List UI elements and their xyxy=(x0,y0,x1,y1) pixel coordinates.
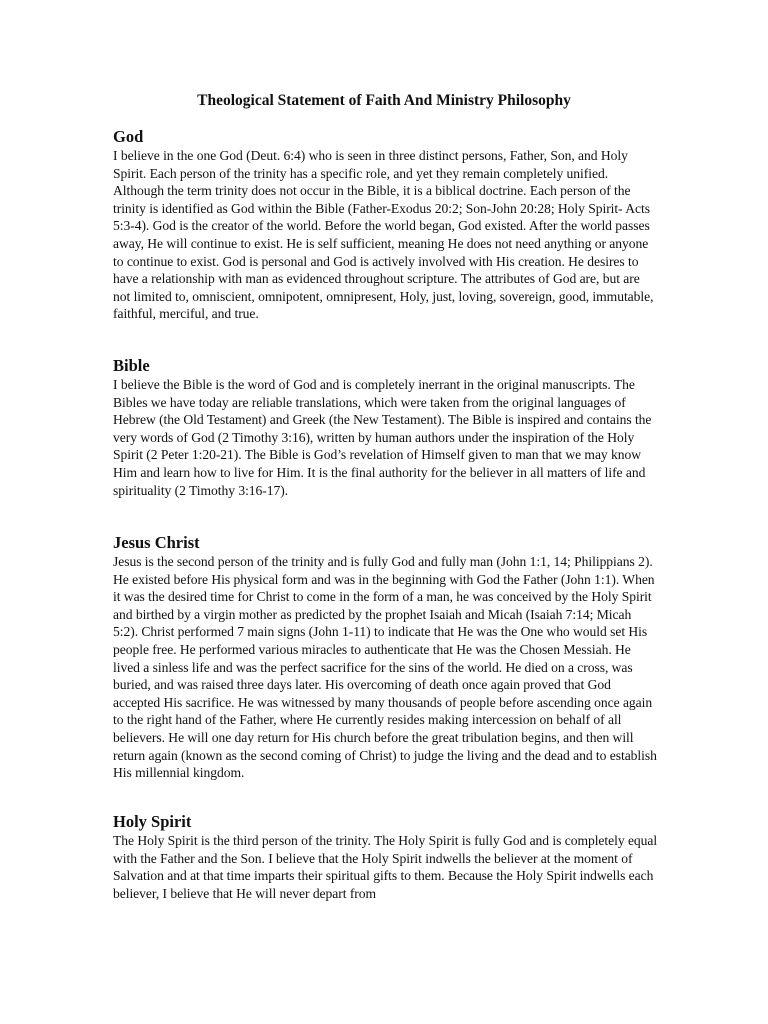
section-heading-jesus-christ: Jesus Christ xyxy=(113,533,200,552)
section-holy-spirit xyxy=(113,812,658,902)
section-bible xyxy=(113,356,658,499)
section-body-bible: I believe the Bible is the word of God and is completely inerrant in the original manuscripts. The Bibles we have today are reliable translations, which were taken from the original languages of Hebrew (the Old Testament) and Greek (the New Testament). The Bible is inspired and contains the very words of God (2 Timothy 3:16), written by human authors under the inspiration of the Holy Spirit (2 Peter 1:20-21). The Bible is God’s revelation of Himself given to man that we may know Him and learn how to live for Him. It is the final authority for the believer in all matters of life and spirituality (2 Timothy 3:16-17). xyxy=(113,377,652,498)
section-heading-god: God xyxy=(113,127,144,146)
section-jesus-christ xyxy=(113,533,658,782)
section-body-god: I believe in the one God (Deut. 6:4) who is seen in three distinct persons, Father, Son, and Holy Spirit. Each person of the trinity has a specific role, and yet they remain completely unified. Although the term trinity does not occur in the Bible, it is a biblical doctrine. Each person of the trinity is identified as God within the Bible (Father-Exodus 20:2; Son-John 20:28; Holy Spirit- Acts 5:3-4). God is the creator of the world. Before the world began, God existed. After the world passes away, He will continue to exist. He is self sufficient, meaning He does not need anything or anyone to continue to exist. God is personal and God is actively involved with His creation. He desires to have a relationship with man as evidenced throughout scripture. The attributes of God are, but are not limited to, omniscient, omnipotent, omnipresent, Holy, just, loving, sovereign, good, immutable, faithful, merciful, and true. xyxy=(113,148,654,322)
section-heading-bible: Bible xyxy=(113,356,150,375)
section-body-holy-spirit: The Holy Spirit is the third person of the trinity. The Holy Spirit is fully God and is completely equal with the Father and the Son. I believe that the Holy Spirit indwells the believer at the moment of Salvation and at that time imparts their spiritual gifts to them. Because the Holy Spirit indwells each believer, I believe that He will never depart from xyxy=(113,833,658,901)
section-body-jesus-christ: Jesus is the second person of the trinity and is fully God and fully man (John 1:1, 14; Philippians 2). He existed before His physical form and was in the beginning with God the Father (John 1:1). When it was the desired time for Christ to come in the form of a man, he was conceived by the Holy Spirit and birthed by a virgin mother as predicted by the prophet Isaiah and Micah (Isaiah 7:14; Micah 5:2). Christ performed 7 main signs (John 1-11) to indicate that He was the One who would set His people free. He performed various miracles to authenticate that He was the Chosen Messiah. He lived a sinless life and was the perfect sacrifice for the sins of the world. He died on a cross, was buried, and was raised three days later. His overcoming of death once again proved that God accepted His sacrifice. He was witnessed by many thousands of people before ascending once again to the right hand of the Father, where He currently resides making intercession on behalf of all believers. He will one day return for His church before the great tribulation begins, and then will return again (known as the second coming of Christ) to judge the living and the dead and to establish His millennial kingdom. xyxy=(113,554,657,781)
section-god xyxy=(113,127,658,323)
document-title: Theological Statement of Faith And Ministry Philosophy xyxy=(197,92,571,109)
section-heading-holy-spirit: Holy Spirit xyxy=(113,812,192,831)
